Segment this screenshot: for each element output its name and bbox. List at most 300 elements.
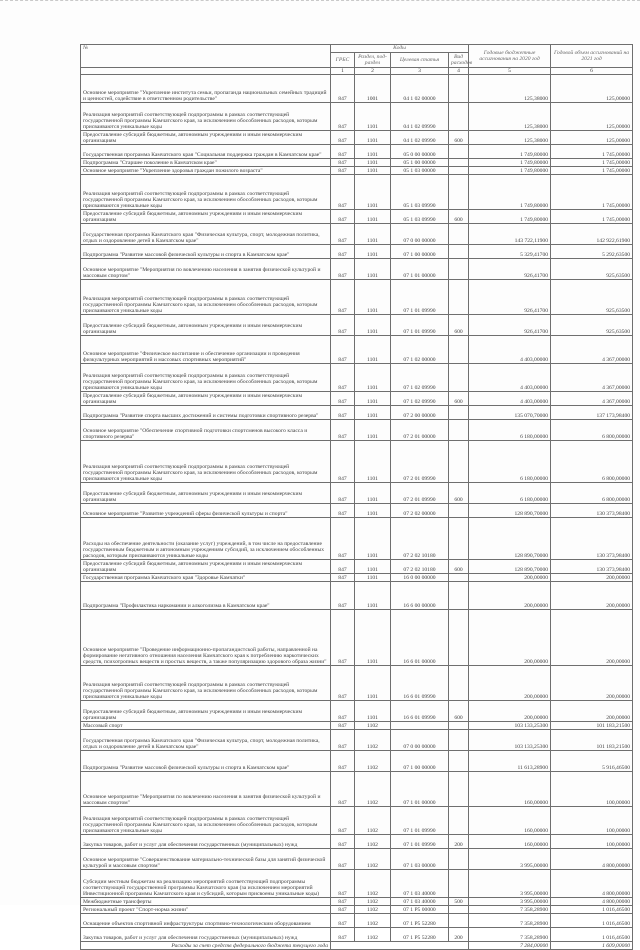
row-cs: 07 2 01 00000 [391, 420, 449, 441]
row-sum-2020: 200,00000 [469, 701, 551, 722]
table-row [81, 906, 633, 914]
row-grbs: 847 [331, 928, 355, 942]
row-name: Закупка товаров, работ и услуг для обеспечения государственных (муниципальных) нужд [81, 835, 331, 849]
row-grbs: 847 [331, 75, 355, 103]
row-vr: 600 [449, 560, 469, 574]
table-row [81, 103, 633, 131]
row-grbs: 847 [331, 849, 355, 870]
row-sum-2020: 200,00000 [469, 610, 551, 666]
row-rz: 1101 [355, 518, 391, 560]
footer-spacer [331, 942, 469, 950]
row-name: Расходы на обеспечение деятельности (оказание услуг) учреждений, в том числе на предоставление государственным бюджетным и автономным учреждениям субсидий, за исключением обособленных расходов, которым присваиваются уникальные коды [81, 518, 331, 560]
row-sum-2021: 142 922,61900 [551, 224, 633, 245]
row-sum-2021: 1 745,00000 [551, 210, 633, 224]
table-row [81, 245, 633, 259]
table-row [81, 582, 633, 610]
row-sum-2021: 925,63500 [551, 280, 633, 315]
row-rz: 1101 [355, 666, 391, 701]
row-sum-2020: 11 613,28900 [469, 751, 551, 772]
table-row [81, 167, 633, 175]
row-sum-2020: 6 180,00000 [469, 483, 551, 504]
table-row [81, 131, 633, 145]
row-sum-2020: 128 890,70000 [469, 504, 551, 518]
row-sum-2020: 143 722,11900 [469, 224, 551, 245]
row-grbs: 847 [331, 406, 355, 420]
table-row [81, 835, 633, 849]
row-grbs: 847 [331, 582, 355, 610]
table-row [81, 807, 633, 835]
row-sum-2021: 4 367,00000 [551, 364, 633, 392]
row-cs: 07 1 01 00000 [391, 259, 449, 280]
row-vr: 600 [449, 210, 469, 224]
row-sum-2021: 925,63500 [551, 259, 633, 280]
row-sum-2021: 200,00000 [551, 701, 633, 722]
row-sum-2021: 4 367,00000 [551, 336, 633, 364]
row-rz: 1102 [355, 730, 391, 751]
row-grbs: 847 [331, 504, 355, 518]
row-grbs: 847 [331, 751, 355, 772]
header-rz: Раздел, под-раздел [355, 53, 391, 68]
row-sum-2021: 1 016,46500 [551, 928, 633, 942]
row-sum-2020: 103 133,25300 [469, 722, 551, 730]
table-row [81, 849, 633, 870]
row-grbs: 847 [331, 224, 355, 245]
row-sum-2020: 1 749,80000 [469, 175, 551, 210]
row-rz: 1101 [355, 175, 391, 210]
row-grbs: 847 [331, 807, 355, 835]
row-name: Реализация мероприятий соответствующей подпрограммы в рамках соответствующей государственной программы Камчатского края, за исключением обособленных расходов, которым присваиваются уникальные коды [81, 280, 331, 315]
row-vr [449, 259, 469, 280]
header-codes-group: Коды [331, 45, 469, 53]
row-cs: 07 2 02 00000 [391, 504, 449, 518]
row-vr [449, 175, 469, 210]
row-name: Массовый спорт [81, 722, 331, 730]
table-row [81, 210, 633, 224]
row-rz: 1102 [355, 722, 391, 730]
column-numbers-row [81, 68, 633, 75]
row-cs: 16 0 00 00000 [391, 574, 449, 582]
row-grbs: 847 [331, 701, 355, 722]
row-rz: 1001 [355, 75, 391, 103]
footer-note: Расходы за счет средств федерального бюджета текущего года [81, 942, 331, 950]
table-row [81, 224, 633, 245]
row-rz: 1102 [355, 751, 391, 772]
row-sum-2020: 125,38000 [469, 75, 551, 103]
row-sum-2020: 128 890,70000 [469, 518, 551, 560]
header-marker: № [81, 45, 331, 68]
table-row [81, 518, 633, 560]
row-vr [449, 364, 469, 392]
row-sum-2021: 130 373,98400 [551, 504, 633, 518]
row-rz: 1101 [355, 574, 391, 582]
row-vr [449, 849, 469, 870]
row-cs: 04 1 02 09990 [391, 103, 449, 131]
table-row [81, 751, 633, 772]
row-sum-2020: 135 070,70000 [469, 406, 551, 420]
row-cs: 07 1 01 09990 [391, 280, 449, 315]
row-name: Основное мероприятие "Проведение информационно-пропагандистской работы, направленной на формирование негативного отношения населения Камчатского края к потреблению наркотических средств, психотропных веществ и простых веществ, а также популяризацию здорового образа жизни" [81, 610, 331, 666]
row-name: Государственная программа Камчатского края "Социальная поддержка граждан в Камчатском крае" [81, 145, 331, 159]
row-cs: 07 1 01 00000 [391, 772, 449, 807]
row-sum-2021: 200,00000 [551, 574, 633, 582]
row-grbs: 847 [331, 906, 355, 914]
row-cs: 04 1 02 00000 [391, 75, 449, 103]
row-vr [449, 159, 469, 167]
row-sum-2021: 125,00000 [551, 103, 633, 131]
row-sum-2020: 3 995,00000 [469, 870, 551, 898]
row-rz: 1101 [355, 145, 391, 159]
row-vr [449, 224, 469, 245]
row-grbs: 847 [331, 245, 355, 259]
row-vr [449, 504, 469, 518]
row-vr: 200 [449, 928, 469, 942]
row-grbs: 847 [331, 364, 355, 392]
row-sum-2021: 100,00000 [551, 835, 633, 849]
row-cs: 04 1 02 09990 [391, 131, 449, 145]
row-sum-2021: 1 745,00000 [551, 167, 633, 175]
table-row [81, 364, 633, 392]
row-vr: 200 [449, 835, 469, 849]
row-vr [449, 666, 469, 701]
row-vr: 600 [449, 315, 469, 336]
row-cs: 07 2 01 09990 [391, 483, 449, 504]
row-rz: 1101 [355, 420, 391, 441]
row-grbs: 847 [331, 392, 355, 406]
row-sum-2021: 200,00000 [551, 582, 633, 610]
row-cs: 16 6 01 00000 [391, 610, 449, 666]
row-sum-2020: 7 358,28900 [469, 906, 551, 914]
row-sum-2021: 137 173,98400 [551, 406, 633, 420]
row-grbs: 847 [331, 145, 355, 159]
row-sum-2020: 1 749,80000 [469, 167, 551, 175]
row-vr [449, 420, 469, 441]
row-cs: 07 1 03 40000 [391, 870, 449, 898]
table-row [81, 441, 633, 483]
row-sum-2021: 100,00000 [551, 807, 633, 835]
row-name: Государственная программа Камчатского края "Физическая культура, спорт, молодежная политика, отдых и оздоровление детей в Камчатском крае" [81, 730, 331, 751]
row-sum-2021: 200,00000 [551, 610, 633, 666]
row-vr [449, 610, 469, 666]
row-name: Оснащение объектов спортивной инфраструктуры спортивно-технологическим оборудованием [81, 914, 331, 928]
row-rz: 1101 [355, 392, 391, 406]
row-grbs: 847 [331, 914, 355, 928]
row-cs: 07 0 00 00000 [391, 730, 449, 751]
table-row [81, 610, 633, 666]
row-rz: 1101 [355, 406, 391, 420]
row-vr [449, 145, 469, 159]
row-sum-2021: 101 183,21500 [551, 722, 633, 730]
row-cs: 07 2 02 10180 [391, 518, 449, 560]
row-grbs: 847 [331, 610, 355, 666]
row-name: Региональный проект "Спорт-норма жизни" [81, 906, 331, 914]
row-vr: 600 [449, 701, 469, 722]
row-cs: 16 6 01 09990 [391, 666, 449, 701]
table-row [81, 159, 633, 167]
row-cs: 07 1 01 09990 [391, 807, 449, 835]
row-sum-2020: 926,41700 [469, 259, 551, 280]
row-grbs: 847 [331, 159, 355, 167]
row-name: Реализация мероприятий соответствующей подпрограммы в рамках соответствующей государственной программы Камчатского края, за исключением обособленных расходов, которым присваиваются уникальные коды [81, 807, 331, 835]
row-vr [449, 518, 469, 560]
row-grbs: 847 [331, 574, 355, 582]
row-sum-2021: 4 800,00000 [551, 849, 633, 870]
row-grbs: 847 [331, 259, 355, 280]
row-rz: 1101 [355, 131, 391, 145]
row-grbs: 847 [331, 315, 355, 336]
row-sum-2021: 5 292,63500 [551, 245, 633, 259]
row-cs: 07 2 02 10180 [391, 560, 449, 574]
row-rz: 1101 [355, 259, 391, 280]
row-grbs: 847 [331, 103, 355, 131]
row-sum-2020: 200,00000 [469, 666, 551, 701]
row-rz: 1102 [355, 914, 391, 928]
table-row [81, 280, 633, 315]
row-name: Подпрограмма "Развитие спорта высших достижений и системы подготовки спортивного резерва" [81, 406, 331, 420]
row-vr [449, 406, 469, 420]
row-name: Основное мероприятие "Развитие учреждений сферы физической культуры и спорта" [81, 504, 331, 518]
row-grbs: 847 [331, 666, 355, 701]
row-vr [449, 441, 469, 483]
row-cs: 07 1 00 00000 [391, 245, 449, 259]
row-cs: 07 1 P5 52280 [391, 914, 449, 928]
row-name: Предоставление субсидий бюджетным, автономным учреждениям и иным некоммерческим организациям [81, 483, 331, 504]
row-rz: 1101 [355, 336, 391, 364]
row-vr [449, 574, 469, 582]
row-sum-2020: 6 180,00000 [469, 441, 551, 483]
colnum: 5 [469, 68, 551, 75]
row-vr [449, 280, 469, 315]
row-cs: 07 2 01 09990 [391, 441, 449, 483]
row-name: Предоставление субсидий бюджетным, автономным учреждениям и иным некоммерческим организациям [81, 315, 331, 336]
colnum [81, 68, 331, 75]
row-sum-2021: 4 800,00000 [551, 898, 633, 906]
row-cs: 05 1 03 09990 [391, 175, 449, 210]
row-cs: 05 1 00 00000 [391, 159, 449, 167]
row-rz: 1101 [355, 224, 391, 245]
row-grbs: 847 [331, 131, 355, 145]
row-cs: 07 1 00 00000 [391, 751, 449, 772]
row-vr [449, 914, 469, 928]
row-rz: 1101 [355, 560, 391, 574]
row-name: Основное мероприятие "Укрепление института семьи, пропаганда национальных семейных традиций и ценностей, содействие в ответственном родительстве" [81, 75, 331, 103]
row-name: Реализация мероприятий соответствующей подпрограммы в рамках соответствующей государственной программы Камчатского края, за исключением обособленных расходов, которым присваиваются уникальные коды [81, 175, 331, 210]
row-name: Межбюджетные трансферты [81, 898, 331, 906]
row-grbs: 847 [331, 772, 355, 807]
row-rz: 1101 [355, 210, 391, 224]
row-sum-2020: 1 749,80000 [469, 159, 551, 167]
row-sum-2020: 7 358,28900 [469, 928, 551, 942]
row-vr [449, 75, 469, 103]
row-rz: 1101 [355, 483, 391, 504]
table-row [81, 483, 633, 504]
row-sum-2020: 125,38000 [469, 103, 551, 131]
row-rz: 1102 [355, 849, 391, 870]
table-row [81, 666, 633, 701]
row-grbs: 847 [331, 870, 355, 898]
row-name: Основное мероприятие "Мероприятия по вовлечению населения в занятия физической культурой и массовым спортом" [81, 259, 331, 280]
row-rz: 1102 [355, 906, 391, 914]
row-sum-2020: 200,00000 [469, 582, 551, 610]
row-sum-2020: 4 403,00000 [469, 392, 551, 406]
row-sum-2020: 125,38000 [469, 131, 551, 145]
row-sum-2021: 130 373,98400 [551, 518, 633, 560]
header-grbs: ГРБС [331, 53, 355, 68]
row-vr [449, 807, 469, 835]
row-sum-2021: 925,63500 [551, 315, 633, 336]
footer-sum-2021: 1 609,00000 [551, 942, 633, 950]
row-rz: 1101 [355, 315, 391, 336]
row-name: Основное мероприятие "Укрепление здоровья граждан пожилого возраста" [81, 167, 331, 175]
row-cs: 05 1 03 09990 [391, 210, 449, 224]
row-sum-2020: 4 403,00000 [469, 336, 551, 364]
row-rz: 1101 [355, 504, 391, 518]
table-row [81, 504, 633, 518]
row-sum-2020: 200,00000 [469, 574, 551, 582]
row-sum-2020: 7 358,28900 [469, 914, 551, 928]
row-sum-2020: 4 403,00000 [469, 364, 551, 392]
row-sum-2021: 6 800,00000 [551, 483, 633, 504]
row-cs: 07 1 03 00000 [391, 849, 449, 870]
row-cs: 07 2 00 00000 [391, 406, 449, 420]
row-sum-2021: 200,00000 [551, 666, 633, 701]
colnum: 3 [391, 68, 449, 75]
header-sum-2020: Годовые бюджетные ассигнования на 2020 год [469, 45, 551, 68]
row-name: Реализация мероприятий соответствующей подпрограммы в рамках соответствующей государственной программы Камчатского края, за исключением обособленных расходов, которым присваиваются уникальные коды [81, 441, 331, 483]
row-grbs: 847 [331, 280, 355, 315]
footer-sum-2020: 7 284,00000 [469, 942, 551, 950]
row-rz: 1101 [355, 103, 391, 131]
row-vr [449, 336, 469, 364]
header-cs: Целевая статья [391, 53, 449, 68]
row-cs: 07 1 P5 00000 [391, 906, 449, 914]
row-sum-2021: 1 745,00000 [551, 159, 633, 167]
row-grbs: 847 [331, 167, 355, 175]
row-cs: 07 0 00 00000 [391, 224, 449, 245]
table-row [81, 914, 633, 928]
table-row [81, 898, 633, 906]
table-row [81, 259, 633, 280]
row-name: Реализация мероприятий соответствующей подпрограммы в рамках соответствующей государственной программы Камчатского края, за исключением обособленных расходов, которым присваиваются уникальные коды [81, 364, 331, 392]
row-cs: 05 1 03 00000 [391, 167, 449, 175]
row-vr [449, 722, 469, 730]
row-sum-2020: 160,00000 [469, 807, 551, 835]
row-name: Закупка товаров, работ и услуг для обеспечения государственных (муниципальных) нужд [81, 928, 331, 942]
row-name: Подпрограмма "Развитие массовой физической культуры и спорта в Камчатском крае" [81, 751, 331, 772]
row-name: Предоставление субсидий бюджетным, автономным учреждениям и иным некоммерческим организациям [81, 560, 331, 574]
header-sum-2021: Годовой объем ассигнований на 2021 год [551, 45, 633, 68]
table-row [81, 336, 633, 364]
row-cs: 07 1 01 09990 [391, 315, 449, 336]
row-vr [449, 772, 469, 807]
row-sum-2021: 5 916,46500 [551, 751, 633, 772]
row-sum-2020: 128 890,70000 [469, 560, 551, 574]
row-sum-2020: 5 329,41700 [469, 245, 551, 259]
row-vr [449, 751, 469, 772]
row-cs: 07 1 02 00000 [391, 336, 449, 364]
footer-row [81, 942, 633, 950]
row-grbs: 847 [331, 730, 355, 751]
row-cs: 07 1 02 09990 [391, 392, 449, 406]
row-sum-2020: 103 133,25300 [469, 730, 551, 751]
row-grbs: 847 [331, 441, 355, 483]
row-name: Предоставление субсидий бюджетным, автономным учреждениям и иным некоммерческим организациям [81, 701, 331, 722]
row-sum-2020: 160,00000 [469, 835, 551, 849]
row-sum-2020: 3 995,00000 [469, 898, 551, 906]
colnum: 6 [551, 68, 633, 75]
row-rz: 1101 [355, 582, 391, 610]
row-sum-2020: 3 995,00000 [469, 849, 551, 870]
row-name: Основное мероприятие "Мероприятия по вовлечению населения в занятия физической культурой и массовым спортом" [81, 772, 331, 807]
table-row [81, 928, 633, 942]
row-cs: 05 0 00 00000 [391, 145, 449, 159]
row-grbs: 847 [331, 483, 355, 504]
table-row [81, 315, 633, 336]
row-sum-2021: 1 016,46500 [551, 906, 633, 914]
row-vr [449, 582, 469, 610]
row-sum-2021: 4 800,00000 [551, 870, 633, 898]
row-grbs: 847 [331, 210, 355, 224]
row-sum-2021: 4 367,00000 [551, 392, 633, 406]
row-grbs: 847 [331, 835, 355, 849]
row-rz: 1101 [355, 701, 391, 722]
row-sum-2020: 926,41700 [469, 280, 551, 315]
table-row [81, 392, 633, 406]
row-name: Субсидии местным бюджетам на реализацию мероприятий соответствующей подпрограммы соответствующей государственной программы Камчатского края (за исключением мероприятий Инвестиционной программы Камчатского края и субсидий, которым присвоены уникальные коды) [81, 870, 331, 898]
row-grbs: 847 [331, 336, 355, 364]
row-vr: 500 [449, 898, 469, 906]
row-name: Подпрограмма "Старшее поколение в Камчатском крае" [81, 159, 331, 167]
table-row [81, 406, 633, 420]
row-rz: 1102 [355, 807, 391, 835]
row-name: Основное мероприятие "Совершенствование материально-технической базы для занятий физической культурой и массовым спортом" [81, 849, 331, 870]
row-name: Реализация мероприятий соответствующей подпрограммы в рамках соответствующей государственной программы Камчатского края, за исключением обособленных расходов, которым присваиваются уникальные коды [81, 103, 331, 131]
row-rz: 1101 [355, 280, 391, 315]
row-vr: 600 [449, 131, 469, 145]
row-grbs: 847 [331, 898, 355, 906]
table-row [81, 75, 633, 103]
row-rz: 1101 [355, 167, 391, 175]
row-rz: 1102 [355, 928, 391, 942]
row-name: Государственная программа Камчатского края "Здоровье Камчатки" [81, 574, 331, 582]
row-sum-2021: 1 745,00000 [551, 145, 633, 159]
row-grbs: 847 [331, 560, 355, 574]
row-name: Основное мероприятие "Физическое воспитание и обеспечение организации и проведения физкультурных мероприятий и массовых спортивных мероприятий" [81, 336, 331, 364]
colnum: 4 [449, 68, 469, 75]
row-rz: 1101 [355, 245, 391, 259]
table-row [81, 722, 633, 730]
row-name: Основное мероприятие "Обеспечение спортивной подготовки спортсменов высокого класса и спортивного резерва" [81, 420, 331, 441]
row-name: Реализация мероприятий соответствующей подпрограммы в рамках соответствующей государственной программы Камчатского края, за исключением обособленных расходов, которым присваиваются уникальные коды [81, 666, 331, 701]
row-vr: 600 [449, 483, 469, 504]
row-rz: 1101 [355, 441, 391, 483]
row-cs [391, 722, 449, 730]
row-sum-2021: 100,00000 [551, 772, 633, 807]
row-cs: 07 1 01 09990 [391, 835, 449, 849]
colnum: 2 [355, 68, 391, 75]
row-cs: 16 6 01 09990 [391, 701, 449, 722]
row-rz: 1102 [355, 870, 391, 898]
row-vr [449, 870, 469, 898]
row-name: Государственная программа Камчатского края "Физическая культура, спорт, молодежная политика, отдых и оздоровление детей в Камчатском крае" [81, 224, 331, 245]
row-vr [449, 245, 469, 259]
table-row [81, 574, 633, 582]
colnum: 1 [331, 68, 355, 75]
row-sum-2021: 125,00000 [551, 75, 633, 103]
row-sum-2021: 130 373,98400 [551, 560, 633, 574]
budget-table [80, 44, 633, 950]
row-sum-2020: 1 749,80000 [469, 210, 551, 224]
row-sum-2020: 926,41700 [469, 315, 551, 336]
